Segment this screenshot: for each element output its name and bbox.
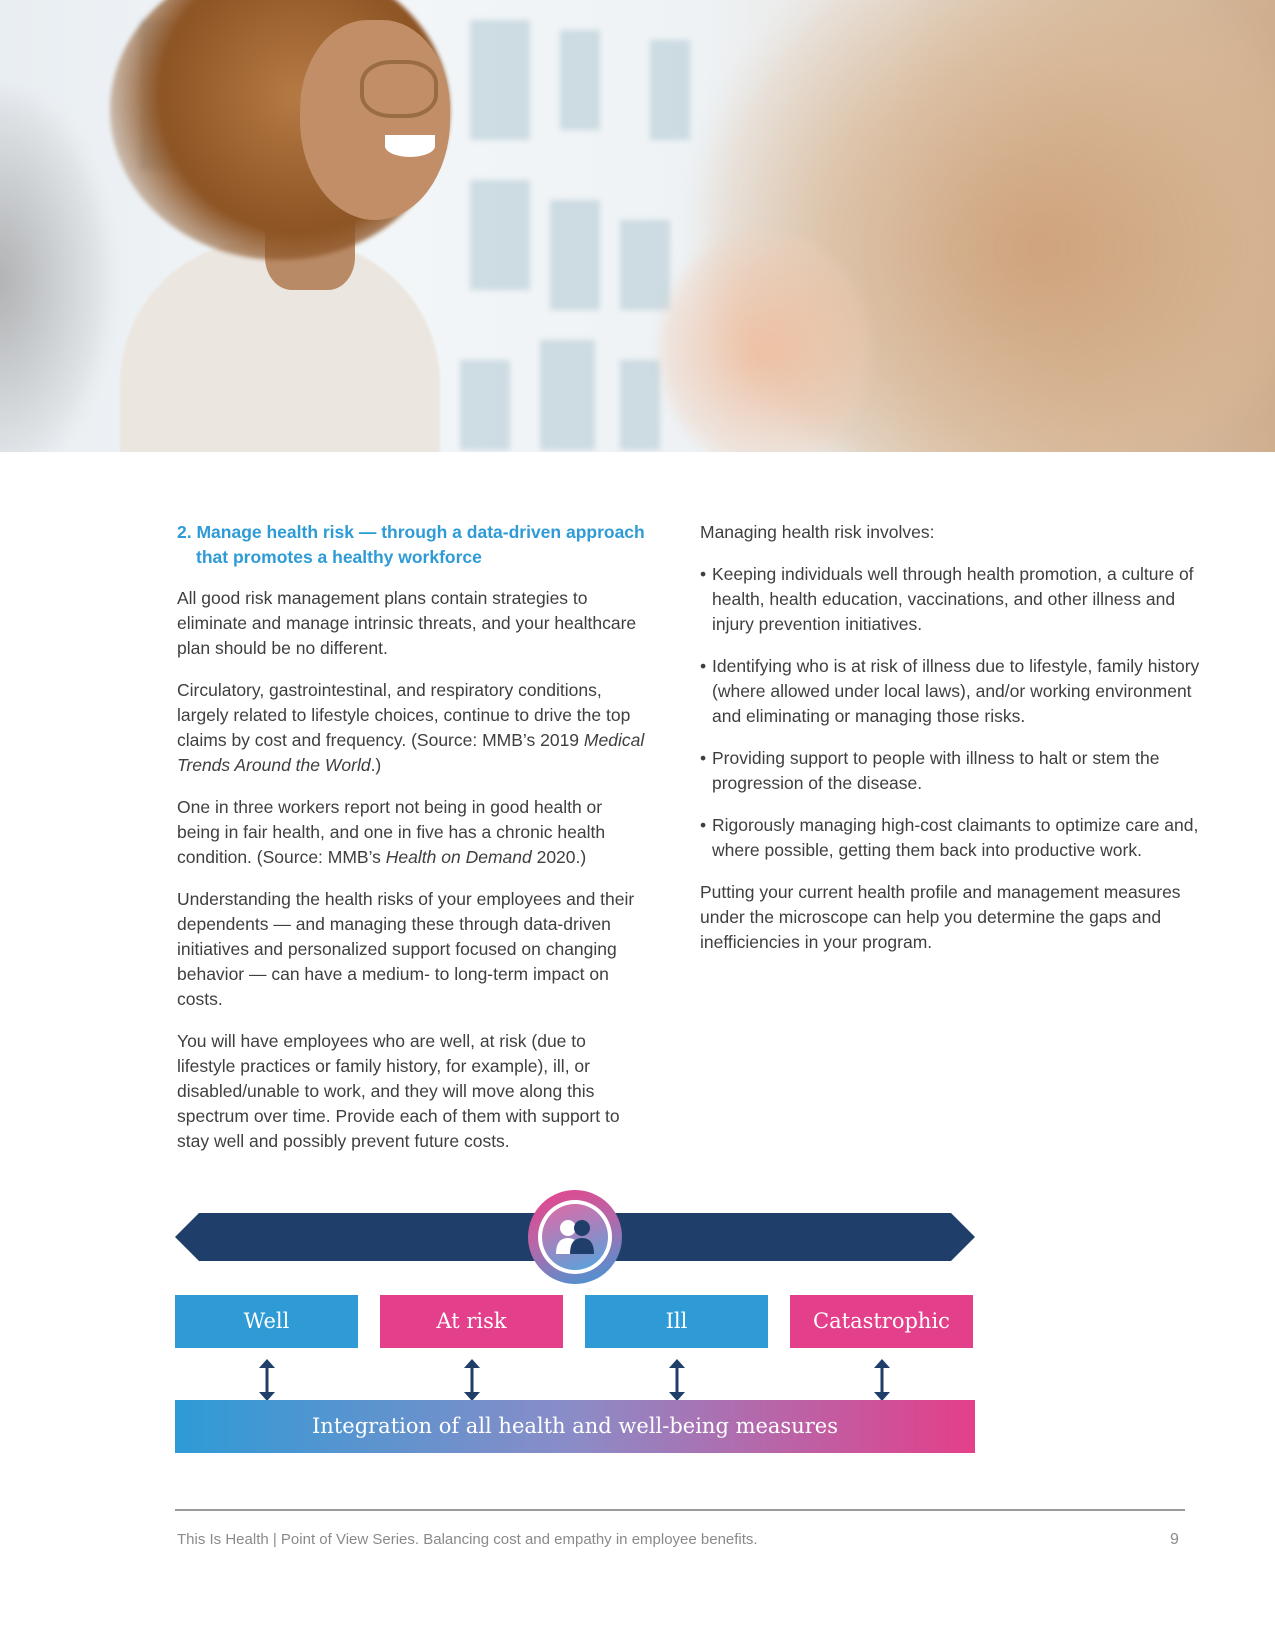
bullets-intro: Managing health risk involves:	[700, 522, 935, 542]
list-item: • Providing support to people with illness to halt or stem the progression of the disease.	[700, 746, 1200, 796]
list-item: • Rigorously managing high-cost claimants to optimize care and, where possible, getting them back into productive work.	[700, 813, 1200, 863]
paragraph-workers: One in three workers report not being in good health or being in fair health, and one in five has a chronic health condition. (Source: MMB’s Health on Demand 2020.)	[177, 797, 606, 867]
list-item: • Identifying who is at risk of illness due to lifestyle, family history (where allowed under local laws), and/or working environment and eliminating or managing those risks.	[700, 654, 1200, 729]
health-spectrum-diagram	[175, 1190, 975, 1450]
left-column	[177, 520, 647, 1171]
source-title-medical-trends: Medical Trends Around the World	[177, 730, 645, 775]
stage-ill: Ill	[585, 1295, 768, 1348]
page-number: 9	[1170, 1531, 1179, 1548]
paragraph-closing: Putting your current health profile and management measures under the microscope can help you determine the gaps and inefficiencies in your program.	[700, 882, 1181, 952]
people-icon-badge	[528, 1190, 622, 1284]
source-title-health-on-demand: Health on Demand	[385, 847, 532, 867]
list-item: • Keeping individuals well through health promotion, a culture of health, health education, vaccinations, and other illness and injury prevention initiatives.	[700, 562, 1200, 637]
double-arrow-icon	[256, 1358, 278, 1402]
paragraph-spectrum: You will have employees who are well, at risk (due to lifestyle practices or family history, for example), ill, or disabled/unable to work, and they will move along this spectrum over time. Provide each of them with support to stay well and possibly prevent future costs.	[177, 1031, 620, 1151]
stage-well: Well	[175, 1295, 358, 1348]
integration-banner: Integration of all health and well-being measures	[175, 1400, 975, 1453]
footer-divider	[175, 1509, 1185, 1511]
risk-bullet-list	[700, 562, 1200, 863]
footer-text: This Is Health | Point of View Series. Balancing cost and empathy in employee benefits.	[177, 1531, 758, 1548]
stage-at-risk: At risk	[380, 1295, 563, 1348]
right-column	[700, 520, 1200, 972]
paragraph-conditions: Circulatory, gastrointestinal, and respiratory conditions, largely related to lifestyle choices, continue to drive the top claims by cost and frequency. (Source: MMB’s 2019 Medical Trends Around the World.)	[177, 680, 645, 775]
stage-catastrophic: Catastrophic	[790, 1295, 973, 1348]
paragraph-understanding: Understanding the health risks of your employees and their dependents — and managing these through data-driven initiatives and personalized support focused on changing behavior — can have a medium- to long-term impact on costs.	[177, 889, 635, 1009]
people-icon	[542, 1204, 608, 1270]
double-arrow-icon	[666, 1358, 688, 1402]
section-heading: 2. Manage health risk — through a data-driven approach that promotes a healthy workforce	[177, 522, 645, 567]
hero-photo	[0, 0, 1275, 452]
double-arrow-icon	[461, 1358, 483, 1402]
paragraph-intro: All good risk management plans contain strategies to eliminate and manage intrinsic threats, and your healthcare plan should be no different.	[177, 588, 637, 658]
double-arrow-icon	[871, 1358, 893, 1402]
